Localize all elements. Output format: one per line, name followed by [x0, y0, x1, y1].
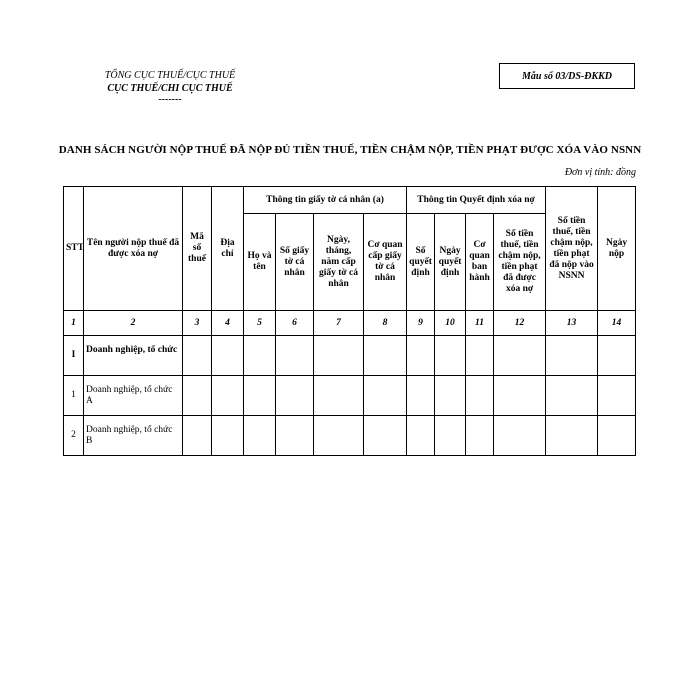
form-code: Mẫu số 03/DS-ĐKKD [521, 70, 613, 82]
column-number: 14 [598, 311, 636, 336]
header-decision-issuer: Cơ quan ban hành [466, 214, 494, 311]
empty-cell [276, 376, 314, 416]
header-amount-paid: Số tiền thuế, tiền chậm nộp, tiền phạt đã nộp vào NSNN [546, 187, 598, 311]
row-taxpayer-name: Doanh nghiệp, tổ chức A [84, 376, 183, 416]
column-number: 11 [466, 311, 494, 336]
empty-cell [364, 376, 407, 416]
row-taxpayer-name: Doanh nghiệp, tổ chức B [84, 416, 183, 456]
empty-cell [435, 336, 466, 376]
empty-cell [466, 416, 494, 456]
header-issue-date: Ngày, tháng, năm cấp giấy tờ cá nhân [314, 214, 364, 311]
empty-cell [494, 376, 546, 416]
agency-header [95, 69, 245, 104]
header-decision-no: Số quyết định [407, 214, 435, 311]
column-number: 3 [183, 311, 212, 336]
document-title: DANH SÁCH NGƯỜI NỘP THUẾ ĐÃ NỘP ĐỦ TIỀN THUẾ, TIỀN CHẬM NỘP, TIỀN PHẠT ĐƯỢC XÓA VÀO NSNN [58, 144, 642, 156]
table-row [64, 376, 636, 416]
empty-cell [276, 416, 314, 456]
column-number: 8 [364, 311, 407, 336]
row-taxpayer-name: Doanh nghiệp, tổ chức [84, 336, 183, 376]
empty-cell [314, 416, 364, 456]
column-number: 7 [314, 311, 364, 336]
empty-cell [466, 376, 494, 416]
header-decision-date: Ngày quyết định [435, 214, 466, 311]
empty-cell [244, 336, 276, 376]
column-number: 4 [212, 311, 244, 336]
empty-cell [546, 376, 598, 416]
empty-cell [314, 336, 364, 376]
form-code-box [499, 63, 635, 89]
table-row [64, 416, 636, 456]
header-address: Địa chỉ [212, 187, 244, 311]
column-number: 12 [494, 311, 546, 336]
column-number: 6 [276, 311, 314, 336]
taxpayer-table [63, 186, 636, 456]
empty-cell [364, 416, 407, 456]
empty-cell [407, 376, 435, 416]
header-stt: STT [64, 187, 84, 311]
column-number: 13 [546, 311, 598, 336]
row-index: 1 [64, 376, 84, 416]
agency-line-2: CỤC THUẾ/CHI CỤC THUẾ [107, 83, 233, 94]
empty-cell [183, 336, 212, 376]
empty-cell [364, 336, 407, 376]
column-number: 5 [244, 311, 276, 336]
table-row [64, 336, 636, 376]
empty-cell [244, 376, 276, 416]
empty-cell [598, 376, 636, 416]
empty-cell [598, 336, 636, 376]
header-taxpayer-name: Tên người nộp thuế đã được xóa nợ [84, 187, 183, 311]
empty-cell [546, 336, 598, 376]
empty-cell [435, 376, 466, 416]
empty-cell [183, 376, 212, 416]
empty-cell [407, 336, 435, 376]
currency-unit: Đơn vị tính: đồng [564, 167, 636, 178]
header-id-number: Số giấy tờ cá nhân [276, 214, 314, 311]
header-pay-date: Ngày nộp [598, 187, 636, 311]
empty-cell [407, 416, 435, 456]
column-number: 9 [407, 311, 435, 336]
agency-separator: ------- [158, 94, 182, 105]
header-personal-group: Thông tin giấy tờ cá nhân (a) [244, 187, 407, 214]
header-tax-code: Mã số thuế [183, 187, 212, 311]
empty-cell [435, 416, 466, 456]
header-amount-cleared: Số tiền thuế, tiền chậm nộp, tiền phạt đã được xóa nợ [494, 214, 546, 311]
header-decision-group: Thông tin Quyết định xóa nợ [407, 187, 546, 214]
empty-cell [466, 336, 494, 376]
row-index: 2 [64, 416, 84, 456]
row-index: I [64, 336, 84, 376]
empty-cell [276, 336, 314, 376]
column-number: 2 [84, 311, 183, 336]
empty-cell [183, 416, 212, 456]
agency-line-1: TỔNG CỤC THUẾ/CỤC THUẾ [104, 70, 236, 81]
empty-cell [314, 376, 364, 416]
empty-cell [598, 416, 636, 456]
empty-cell [244, 416, 276, 456]
empty-cell [212, 416, 244, 456]
empty-cell [494, 336, 546, 376]
column-number-row [64, 311, 636, 336]
empty-cell [494, 416, 546, 456]
column-number: 10 [435, 311, 466, 336]
column-number: 1 [64, 311, 84, 336]
header-fullname: Họ và tên [244, 214, 276, 311]
empty-cell [546, 416, 598, 456]
empty-cell [212, 336, 244, 376]
empty-cell [212, 376, 244, 416]
header-issuer: Cơ quan cấp giấy tờ cá nhân [364, 214, 407, 311]
